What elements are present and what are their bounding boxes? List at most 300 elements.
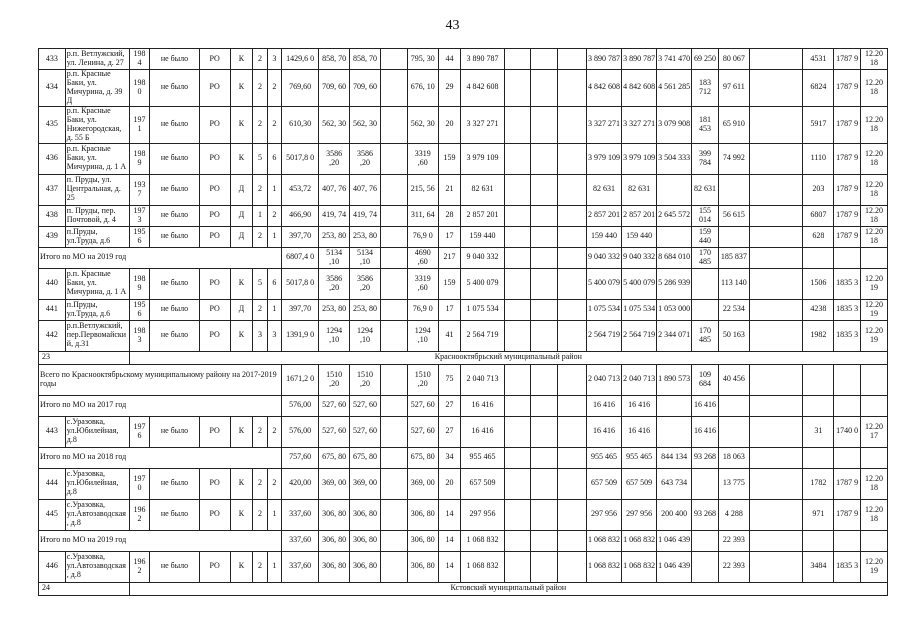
table-cell: 1 068 832 — [622, 530, 657, 551]
table-cell: 93 268 — [692, 499, 719, 530]
table-cell: 562, 30 — [319, 106, 350, 143]
table-cell — [381, 416, 408, 447]
table-cell: 1787 9 — [834, 205, 861, 226]
table-cell: 9 040 332 — [587, 247, 622, 268]
table-cell — [657, 226, 692, 247]
table-cell — [657, 416, 692, 447]
table-cell: 2 — [253, 70, 267, 107]
table-cell: 709, 60 — [319, 70, 350, 107]
table-cell: 195 6 — [129, 226, 150, 247]
table-cell — [531, 364, 558, 395]
table-cell: 5 286 939 — [657, 268, 692, 299]
table-cell: 2 — [267, 468, 281, 499]
table-cell: не было — [150, 49, 199, 70]
table-cell: 1 068 832 — [587, 530, 622, 551]
table-cell: 576,00 — [282, 395, 319, 416]
summary-row — [39, 364, 888, 395]
table-cell: 436 — [39, 143, 66, 174]
table-cell — [381, 530, 408, 551]
summary-label: Итого по МО на 2017 год — [39, 395, 282, 416]
table-cell: 440 — [39, 268, 66, 299]
table-cell: 28 — [438, 205, 461, 226]
table-cell: 3 979 109 — [622, 143, 657, 174]
table-cell: 1 — [253, 205, 267, 226]
table-cell: 65 910 — [718, 106, 749, 143]
table-cell: 1787 9 — [834, 499, 861, 530]
table-cell — [749, 70, 803, 107]
table-cell — [531, 49, 558, 70]
table-cell: 12.20 18 — [861, 106, 888, 143]
table-cell: 4238 — [803, 299, 834, 320]
table-cell — [504, 551, 531, 582]
table-cell — [861, 447, 888, 468]
table-cell — [531, 247, 558, 268]
table-cell — [531, 174, 558, 205]
table-cell — [504, 49, 531, 70]
table-cell — [749, 416, 803, 447]
table-cell: 527, 60 — [319, 395, 350, 416]
table-cell: 22 534 — [718, 299, 749, 320]
table-cell: 1740 0 — [834, 416, 861, 447]
table-cell: 217 — [438, 247, 461, 268]
table-cell: 306, 80 — [407, 499, 438, 530]
table-cell: 8 684 010 — [657, 247, 692, 268]
table-cell: 433 — [39, 49, 66, 70]
table-cell: 20 — [438, 106, 461, 143]
table-cell — [531, 447, 558, 468]
section-title: Краснооктябрьский муниципальный район — [129, 351, 887, 364]
table-cell: не было — [150, 499, 199, 530]
table-cell: 6807 — [803, 205, 834, 226]
table-cell: р.п. Красные Баки, ул. Мичурина, д. 1 А — [65, 143, 129, 174]
table-cell: 437 — [39, 174, 66, 205]
table-cell: 3 — [267, 320, 281, 351]
table-cell: 2 — [267, 70, 281, 107]
table-cell — [531, 530, 558, 551]
table-cell: 1 068 832 — [587, 551, 622, 582]
table-cell: 5017,8 0 — [282, 143, 319, 174]
table-cell — [558, 395, 587, 416]
table-cell — [504, 143, 531, 174]
table-cell: не было — [150, 299, 199, 320]
table-cell: 435 — [39, 106, 66, 143]
table-cell — [861, 530, 888, 551]
table-cell — [749, 49, 803, 70]
table-cell: с.Уразовка, ул.Юбилейная, д.8 — [65, 416, 129, 447]
table-cell: 56 615 — [718, 205, 749, 226]
table-cell — [834, 447, 861, 468]
table-cell: РО — [199, 226, 230, 247]
table-cell: 453,72 — [282, 174, 319, 205]
table-cell: 3 — [253, 320, 267, 351]
table-cell: 1294 ,10 — [407, 320, 438, 351]
table-cell — [861, 395, 888, 416]
table-cell: 14 — [438, 530, 461, 551]
table-cell: 1787 9 — [834, 226, 861, 247]
table-cell: 12.20 18 — [861, 205, 888, 226]
district-section-row — [39, 351, 888, 364]
table-cell: 12.20 18 — [861, 499, 888, 530]
table-cell: 757,60 — [282, 447, 319, 468]
table-cell: 1671,2 0 — [282, 364, 319, 395]
table-cell — [504, 447, 531, 468]
table-cell: 215, 56 — [407, 174, 438, 205]
table-cell — [749, 468, 803, 499]
table-cell: р.п. Красные Баки, ул. Нижегородская, д. 55 Б — [65, 106, 129, 143]
table-cell — [381, 447, 408, 468]
table-cell: 2 — [253, 499, 267, 530]
table-cell — [749, 447, 803, 468]
table-cell — [531, 268, 558, 299]
table-cell: 69 250 — [692, 49, 719, 70]
table-cell: 369, 00 — [319, 468, 350, 499]
table-cell: 12.20 19 — [861, 320, 888, 351]
table-cell — [381, 395, 408, 416]
table-cell — [803, 364, 834, 395]
table-cell: 4531 — [803, 49, 834, 70]
table-cell: 1 — [267, 499, 281, 530]
table-cell: 16 416 — [587, 416, 622, 447]
table-cell — [749, 106, 803, 143]
table-cell — [803, 530, 834, 551]
table-cell: 337,60 — [282, 551, 319, 582]
table-cell: 657 509 — [622, 468, 657, 499]
table-cell: 1 075 534 — [461, 299, 504, 320]
table-cell: РО — [199, 268, 230, 299]
table-cell: 1391,9 0 — [282, 320, 319, 351]
table-cell: 1 — [267, 299, 281, 320]
table-cell — [692, 530, 719, 551]
table-cell: 562, 30 — [350, 106, 381, 143]
table-cell: Д — [230, 205, 253, 226]
table-cell: 185 837 — [718, 247, 749, 268]
table-cell — [558, 468, 587, 499]
table-cell — [558, 551, 587, 582]
table-cell: 27 — [438, 395, 461, 416]
table-cell: 795, 30 — [407, 49, 438, 70]
table-cell — [749, 299, 803, 320]
table-cell: Д — [230, 226, 253, 247]
table-cell: 12.20 18 — [861, 70, 888, 107]
table-cell — [531, 499, 558, 530]
table-cell: 253, 80 — [319, 299, 350, 320]
table-cell — [657, 395, 692, 416]
table-cell: 2 — [253, 174, 267, 205]
table-cell — [381, 143, 408, 174]
table-cell: 369, 00 — [350, 468, 381, 499]
table-cell: 82 631 — [692, 174, 719, 205]
table-cell: 159 440 — [461, 226, 504, 247]
table-cell: 17 — [438, 226, 461, 247]
table-cell: 1510 ,20 — [319, 364, 350, 395]
table-cell: РО — [199, 205, 230, 226]
table-cell — [381, 364, 408, 395]
table-cell: 1 075 534 — [587, 299, 622, 320]
object-row — [39, 106, 888, 143]
table-cell: 9 040 332 — [622, 247, 657, 268]
table-cell: не было — [150, 143, 199, 174]
table-cell: 1 075 534 — [622, 299, 657, 320]
table-cell — [558, 447, 587, 468]
table-cell: 438 — [39, 205, 66, 226]
table-cell: РО — [199, 70, 230, 107]
table-cell: 1506 — [803, 268, 834, 299]
table-cell: 337,60 — [282, 499, 319, 530]
table-cell: 17 — [438, 299, 461, 320]
table-cell: 675, 80 — [319, 447, 350, 468]
table-cell: 170 485 — [692, 247, 719, 268]
table-cell: 420,00 — [282, 468, 319, 499]
object-row — [39, 174, 888, 205]
table-cell — [718, 226, 749, 247]
table-cell: 4 842 608 — [461, 70, 504, 107]
table-cell: 2 — [267, 106, 281, 143]
table-cell: 21 — [438, 174, 461, 205]
table-cell: 527, 60 — [407, 395, 438, 416]
table-cell — [504, 205, 531, 226]
table-cell: 159 — [438, 143, 461, 174]
table-cell — [381, 226, 408, 247]
table-cell: 4 842 608 — [622, 70, 657, 107]
table-cell: 2 040 713 — [461, 364, 504, 395]
table-cell: 198 0 — [129, 70, 150, 107]
table-cell — [531, 70, 558, 107]
table-cell: 27 — [438, 416, 461, 447]
table-cell: 20 — [438, 468, 461, 499]
table-cell: 2 — [253, 551, 267, 582]
table-cell: 5 400 079 — [622, 268, 657, 299]
table-cell: 5017,8 0 — [282, 268, 319, 299]
table-cell: 198 9 — [129, 143, 150, 174]
table-cell: 5 400 079 — [587, 268, 622, 299]
table-cell: 297 956 — [587, 499, 622, 530]
table-cell: не было — [150, 468, 199, 499]
table-cell: р.п. Красные Баки, ул. Мичурина, д. 39 Д — [65, 70, 129, 107]
object-row — [39, 268, 888, 299]
table-cell: 16 416 — [461, 416, 504, 447]
table-cell: не было — [150, 205, 199, 226]
table-cell — [749, 174, 803, 205]
table-cell: 253, 80 — [319, 226, 350, 247]
table-cell: 527, 60 — [407, 416, 438, 447]
table-cell: с.Уразовка, ул.Автозаводская, д.8 — [65, 499, 129, 530]
table-cell — [834, 364, 861, 395]
table-cell — [504, 247, 531, 268]
table-cell: К — [230, 499, 253, 530]
table-cell — [749, 247, 803, 268]
table-cell: 2 857 201 — [461, 205, 504, 226]
table-cell: 1294 ,10 — [319, 320, 350, 351]
table-cell — [531, 551, 558, 582]
table-cell: 5134 ,10 — [319, 247, 350, 268]
table-cell: 6807,4 0 — [282, 247, 319, 268]
table-cell: 82 631 — [587, 174, 622, 205]
summary-row — [39, 247, 888, 268]
table-cell: 9 040 332 — [461, 247, 504, 268]
table-cell: 858, 70 — [319, 49, 350, 70]
table-cell: К — [230, 49, 253, 70]
table-cell — [803, 247, 834, 268]
table-cell: 844 134 — [657, 447, 692, 468]
table-cell: 12.20 18 — [861, 468, 888, 499]
table-cell: 197 3 — [129, 205, 150, 226]
table-cell: РО — [199, 143, 230, 174]
table-cell: 3 327 271 — [622, 106, 657, 143]
table-cell: п. Пруды, пер. Почтовой, д. 4 — [65, 205, 129, 226]
table-cell — [531, 226, 558, 247]
table-cell: 297 956 — [622, 499, 657, 530]
section-title: Кстовский муниципальный район — [129, 582, 887, 595]
table-cell: 3319 ,60 — [407, 143, 438, 174]
table-cell: 419, 74 — [350, 205, 381, 226]
table-cell: 1510 ,20 — [407, 364, 438, 395]
table-cell: 159 440 — [692, 226, 719, 247]
table-cell — [834, 395, 861, 416]
section-number: 23 — [39, 351, 130, 364]
table-cell: 399 784 — [692, 143, 719, 174]
table-cell: К — [230, 106, 253, 143]
table-cell — [381, 468, 408, 499]
table-cell: РО — [199, 174, 230, 205]
object-row — [39, 320, 888, 351]
table-cell — [803, 395, 834, 416]
table-cell: 113 140 — [718, 268, 749, 299]
table-cell: 196 2 — [129, 551, 150, 582]
table-cell — [558, 143, 587, 174]
table-cell: 12.20 19 — [861, 268, 888, 299]
table-cell: 193 7 — [129, 174, 150, 205]
table-cell — [749, 320, 803, 351]
table-cell: 306, 80 — [350, 530, 381, 551]
table-cell: 16 416 — [587, 395, 622, 416]
table-cell — [749, 530, 803, 551]
table-cell: 562, 30 — [407, 106, 438, 143]
table-cell: 3586 ,20 — [350, 268, 381, 299]
table-cell — [381, 174, 408, 205]
summary-row — [39, 530, 888, 551]
table-cell — [558, 49, 587, 70]
object-row — [39, 299, 888, 320]
table-cell: 3 — [267, 49, 281, 70]
table-cell: 444 — [39, 468, 66, 499]
table-cell: РО — [199, 468, 230, 499]
table-cell — [558, 320, 587, 351]
table-cell: 2 — [253, 49, 267, 70]
table-cell: 29 — [438, 70, 461, 107]
table-cell: 14 — [438, 499, 461, 530]
table-cell: 197 1 — [129, 106, 150, 143]
table-cell: 3319 ,60 — [407, 268, 438, 299]
table-cell: 4690 ,60 — [407, 247, 438, 268]
table-cell: 6824 — [803, 70, 834, 107]
table-cell: 306, 80 — [350, 499, 381, 530]
table-cell — [558, 174, 587, 205]
table-cell: 1510 ,20 — [350, 364, 381, 395]
table-cell: не было — [150, 268, 199, 299]
table-cell — [504, 299, 531, 320]
table-cell — [381, 106, 408, 143]
table-cell: РО — [199, 499, 230, 530]
table-cell: РО — [199, 320, 230, 351]
table-cell: 22 393 — [718, 551, 749, 582]
table-cell: 5 — [253, 268, 267, 299]
table-cell — [558, 70, 587, 107]
table-cell: К — [230, 416, 253, 447]
register-body — [39, 49, 888, 596]
table-cell — [558, 416, 587, 447]
table-cell: 198 9 — [129, 268, 150, 299]
table-cell: 306, 80 — [350, 551, 381, 582]
table-cell: 12.20 19 — [861, 551, 888, 582]
table-cell: К — [230, 268, 253, 299]
table-cell: 4 288 — [718, 499, 749, 530]
table-cell: 76,9 0 — [407, 299, 438, 320]
table-cell: 442 — [39, 320, 66, 351]
table-cell: 82 631 — [461, 174, 504, 205]
table-cell: 6 — [267, 268, 281, 299]
table-cell — [381, 49, 408, 70]
table-cell: 369, 00 — [407, 468, 438, 499]
table-cell — [381, 551, 408, 582]
table-cell — [531, 143, 558, 174]
table-cell: 858, 70 — [350, 49, 381, 70]
table-cell: 3 741 470 — [657, 49, 692, 70]
table-cell — [531, 205, 558, 226]
table-cell: Д — [230, 174, 253, 205]
table-cell: К — [230, 320, 253, 351]
table-cell: 675, 80 — [407, 447, 438, 468]
table-cell: 1 — [267, 174, 281, 205]
table-cell: 628 — [803, 226, 834, 247]
table-cell: 3586 ,20 — [319, 268, 350, 299]
table-cell: 12.20 18 — [861, 49, 888, 70]
table-cell: 1787 9 — [834, 106, 861, 143]
table-cell — [861, 247, 888, 268]
table-cell: п.Пруды, ул.Труда, д.6 — [65, 226, 129, 247]
table-cell — [381, 320, 408, 351]
table-cell — [749, 499, 803, 530]
table-cell — [558, 205, 587, 226]
table-cell: 419, 74 — [319, 205, 350, 226]
table-cell: 183 712 — [692, 70, 719, 107]
table-cell: 407, 76 — [350, 174, 381, 205]
table-cell: 203 — [803, 174, 834, 205]
table-cell: К — [230, 143, 253, 174]
table-cell: 1 046 439 — [657, 530, 692, 551]
table-cell — [657, 174, 692, 205]
register-table — [38, 48, 888, 596]
table-cell: 197 6 — [129, 416, 150, 447]
page-number: 43 — [445, 18, 460, 33]
table-cell: 1787 9 — [834, 49, 861, 70]
table-cell: 3586 ,20 — [350, 143, 381, 174]
table-cell: 12.20 19 — [861, 299, 888, 320]
table-cell — [718, 174, 749, 205]
object-row — [39, 499, 888, 530]
table-cell: 3 327 271 — [587, 106, 622, 143]
object-row — [39, 416, 888, 447]
table-cell: 93 268 — [692, 447, 719, 468]
table-cell — [381, 205, 408, 226]
table-cell: р.п. Красные Баки, ул. Мичурина, д. 1 А — [65, 268, 129, 299]
table-cell: 4 561 285 — [657, 70, 692, 107]
table-cell — [749, 551, 803, 582]
table-cell: 1787 9 — [834, 174, 861, 205]
table-cell: 306, 80 — [319, 499, 350, 530]
table-cell: 2 564 719 — [622, 320, 657, 351]
table-cell: 527, 60 — [319, 416, 350, 447]
table-cell: 466,90 — [282, 205, 319, 226]
